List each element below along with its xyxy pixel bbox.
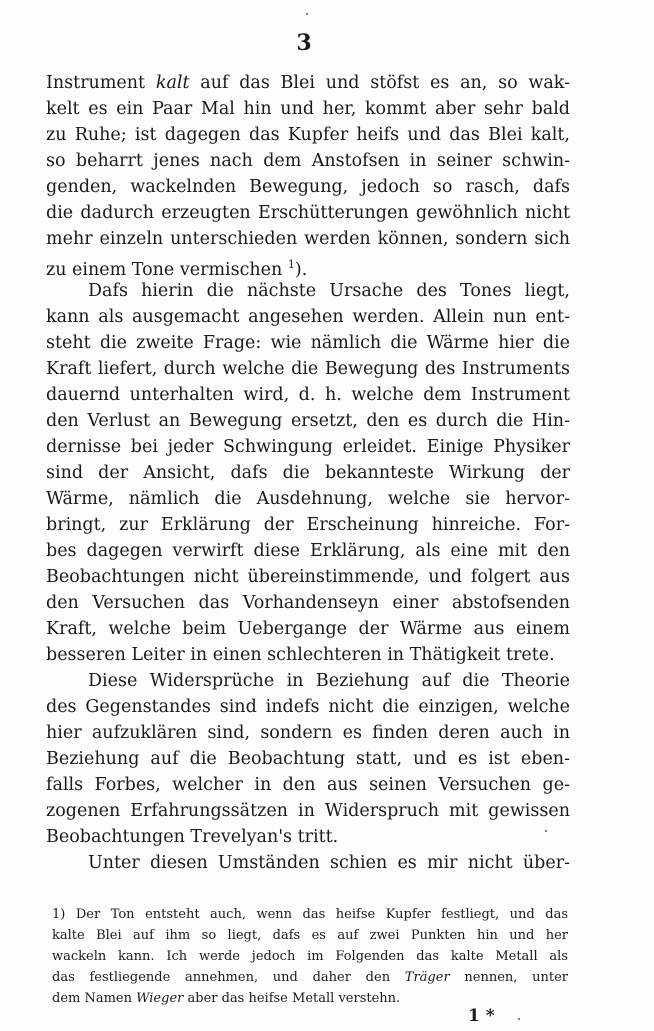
text-line: Wärme, nämlich die Ausdehnung, welche sie hervor-	[46, 489, 570, 509]
text-line: Kraft liefert, durch welche die Bewegung des Instruments	[46, 359, 570, 379]
footnotes	[52, 904, 568, 1009]
body-text	[46, 70, 570, 876]
text-line: Beziehung auf die Beobachtung statt, und es ist eben-	[46, 749, 570, 769]
text-line: die dadurch erzeugten Erschütterungen gewöhnlich nicht	[46, 203, 570, 223]
text-line: Beobachtungen nicht übereinstimmende, und folgert aus	[46, 567, 570, 587]
text-line: zogenen Erfahrungssätzen in Widerspruch mit gewissen	[46, 801, 570, 821]
text-line: mehr einzeln unterschieden werden können, sondern sich	[46, 229, 570, 249]
footnote-line: wackeln kann. Ich werde jedoch im Folgenden das kalte Metall als	[52, 949, 568, 964]
text-line: bringt, zur Erklärung der Erscheinung hinreiche. For-	[46, 515, 570, 535]
text-line: dauernd unterhalten wird, d. h. welche dem Instrument	[46, 385, 570, 405]
page-number: 3	[296, 30, 312, 56]
ink-speck	[306, 13, 308, 15]
text-line: zu Ruhe; ist dagegen das Kupfer heifs und das Blei kalt,	[46, 125, 570, 145]
text-line: falls Forbes, welcher in den aus seinen Versuchen ge-	[46, 775, 570, 795]
text-line: Kraft, welche beim Uebergange der Wärme aus einem	[46, 619, 570, 639]
footnote-line: kalte Blei auf ihm so liegt, dafs es auf zwei Punkten hin und her	[52, 928, 568, 943]
emphasis-traeger: Träger	[404, 970, 450, 985]
emphasis-kalt: kalt	[155, 73, 190, 93]
text-line: kelt es ein Paar Mal hin und her, kommt aber sehr bald	[46, 99, 570, 119]
text-line: genden, wackelnden Bewegung, jedoch so rasch, dafs	[46, 177, 570, 197]
paragraph-start: Unter diesen Umständen schien es mir nicht über-	[88, 853, 570, 873]
text-line: Instrument kalt auf das Blei und stöfst es an, so wak-	[46, 73, 570, 93]
text-line: steht die zweite Frage: wie nämlich die Wärme hier die	[46, 333, 570, 353]
emphasis-wieger: Wieger	[136, 991, 184, 1006]
footnote-ref: 1	[287, 258, 295, 271]
text-line: den Versuchen das Vorhandenseyn einer abstofsenden	[46, 593, 570, 613]
signature-mark: 1 *	[468, 1006, 495, 1026]
text-line: den Verlust an Bewegung ersetzt, den es durch die Hin-	[46, 411, 570, 431]
ink-speck	[545, 830, 547, 832]
paragraph-start: Diese Widersprüche in Beziehung auf die Theorie	[88, 671, 570, 691]
text-line: kann als ausgemacht angesehen werden. Allein nun ent-	[46, 307, 570, 327]
footnote-line: dem Namen Wieger aber das heifse Metall verstehn.	[52, 991, 401, 1006]
text-line: Beobachtungen Trevelyan's tritt.	[46, 827, 339, 847]
paragraph-start: Dafs hierin die nächste Ursache des Tones liegt,	[88, 281, 570, 301]
text-line: sind der Ansicht, dafs die bekannteste Wirkung der	[46, 463, 570, 483]
text-line: des Gegenstandes sind indefs nicht die einzigen, welche	[46, 697, 570, 717]
text-line: zu einem Tone vermischen $^1$).	[46, 258, 308, 280]
text-line: so beharrt jenes nach dem Anstofsen in seiner schwin-	[46, 151, 570, 171]
text-line: bes dagegen verwirft diese Erklärung, als eine mit den	[46, 541, 570, 561]
text-line: besseren Leiter in einen schlechteren in Thätigkeit trete.	[46, 645, 555, 665]
ink-speck	[518, 1018, 520, 1020]
text-line: dernisse bei jeder Schwingung erleidet. Einige Physiker	[46, 437, 570, 457]
text-line: hier aufzuklären sind, sondern es finden deren auch in	[46, 723, 570, 743]
footnote-line: 1) Der Ton entsteht auch, wenn das heifse Kupfer festliegt, und das	[52, 907, 568, 922]
footnote-line: das festliegende annehmen, und daher den Träger nennen, unter	[52, 970, 569, 985]
